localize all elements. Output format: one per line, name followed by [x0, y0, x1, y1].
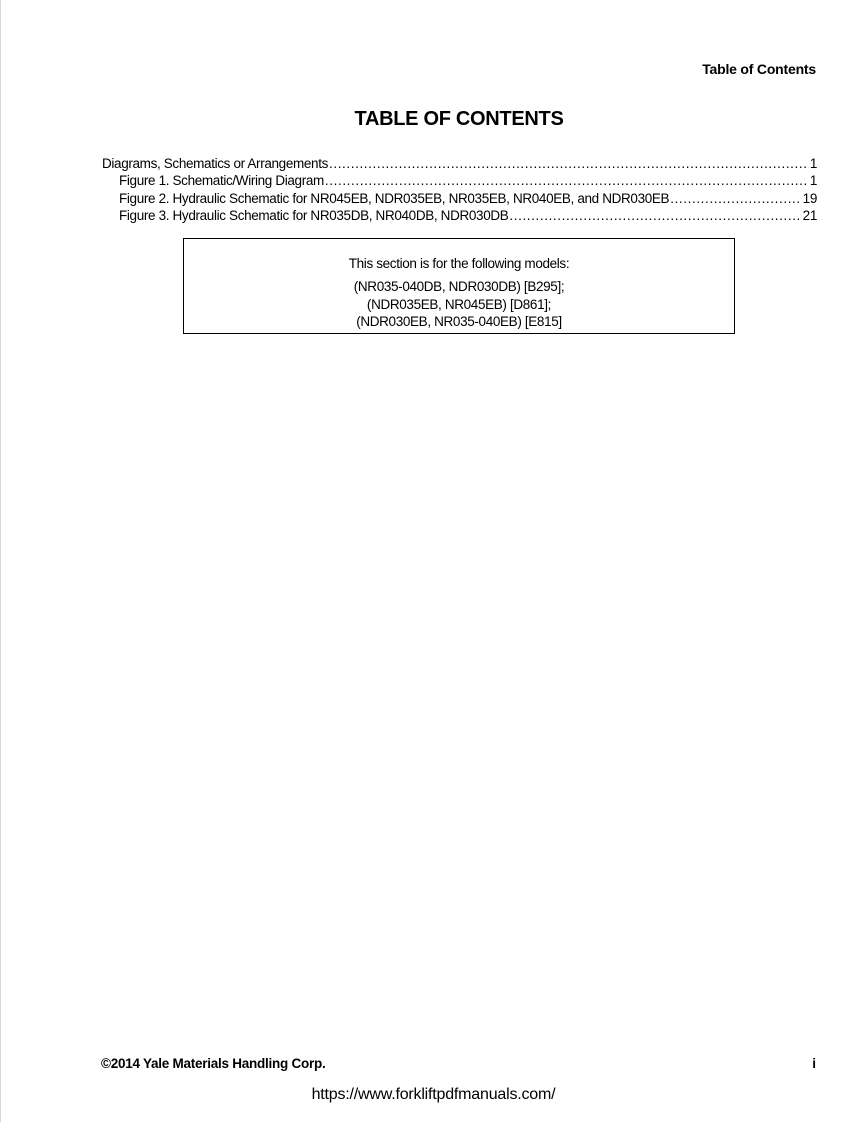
- model-line: (NR035-040DB, NDR030DB) [B295];: [353, 279, 565, 294]
- toc-entry-label: Diagrams, Schematics or Arrangements: [102, 156, 328, 171]
- toc-entry-diagrams[interactable]: [102, 155, 817, 172]
- footer-url-link[interactable]: https://www.forkliftpdfmanuals.com/: [311, 1086, 556, 1103]
- dot-leader: [329, 155, 809, 172]
- footer-page-number: i: [812, 1056, 816, 1071]
- dot-leader: [325, 172, 809, 189]
- applicable-models-box: [183, 238, 735, 334]
- toc-entry-label: Figure 2. Hydraulic Schematic for NR045EB, NDR035EB, NR035EB, NR040EB, and NDR030EB: [119, 190, 670, 206]
- model-line: (NDR030EB, NR035-040EB) [E815]: [356, 314, 562, 329]
- toc-entry-page: 19: [802, 190, 817, 206]
- table-of-contents: [102, 155, 817, 224]
- toc-entry-figure-3[interactable]: [102, 207, 817, 224]
- toc-entry-label: Figure 3. Hydraulic Schematic for NR035DB, NR040DB, NDR030DB: [119, 207, 509, 223]
- models-heading: This section is for the following models:: [348, 256, 570, 271]
- models-list: [184, 278, 734, 331]
- toc-entry-figure-1[interactable]: [102, 172, 817, 189]
- dot-leader: [670, 190, 801, 207]
- page-edge: [0, 0, 1, 1122]
- toc-entry-label: Figure 1. Schematic/Wiring Diagram: [119, 173, 324, 189]
- toc-entry-figure-2[interactable]: [102, 190, 817, 207]
- footer-copyright: ©2014 Yale Materials Handling Corp.: [101, 1056, 326, 1071]
- page-title: TABLE OF CONTENTS: [354, 108, 564, 130]
- model-line: (NDR035EB, NR045EB) [D861];: [366, 296, 552, 312]
- dot-leader: [509, 207, 801, 224]
- toc-entry-page: 21: [802, 207, 817, 223]
- running-header: Table of Contents: [702, 61, 816, 77]
- toc-entry-page: 1: [809, 173, 817, 189]
- toc-entry-page: 1: [809, 156, 817, 171]
